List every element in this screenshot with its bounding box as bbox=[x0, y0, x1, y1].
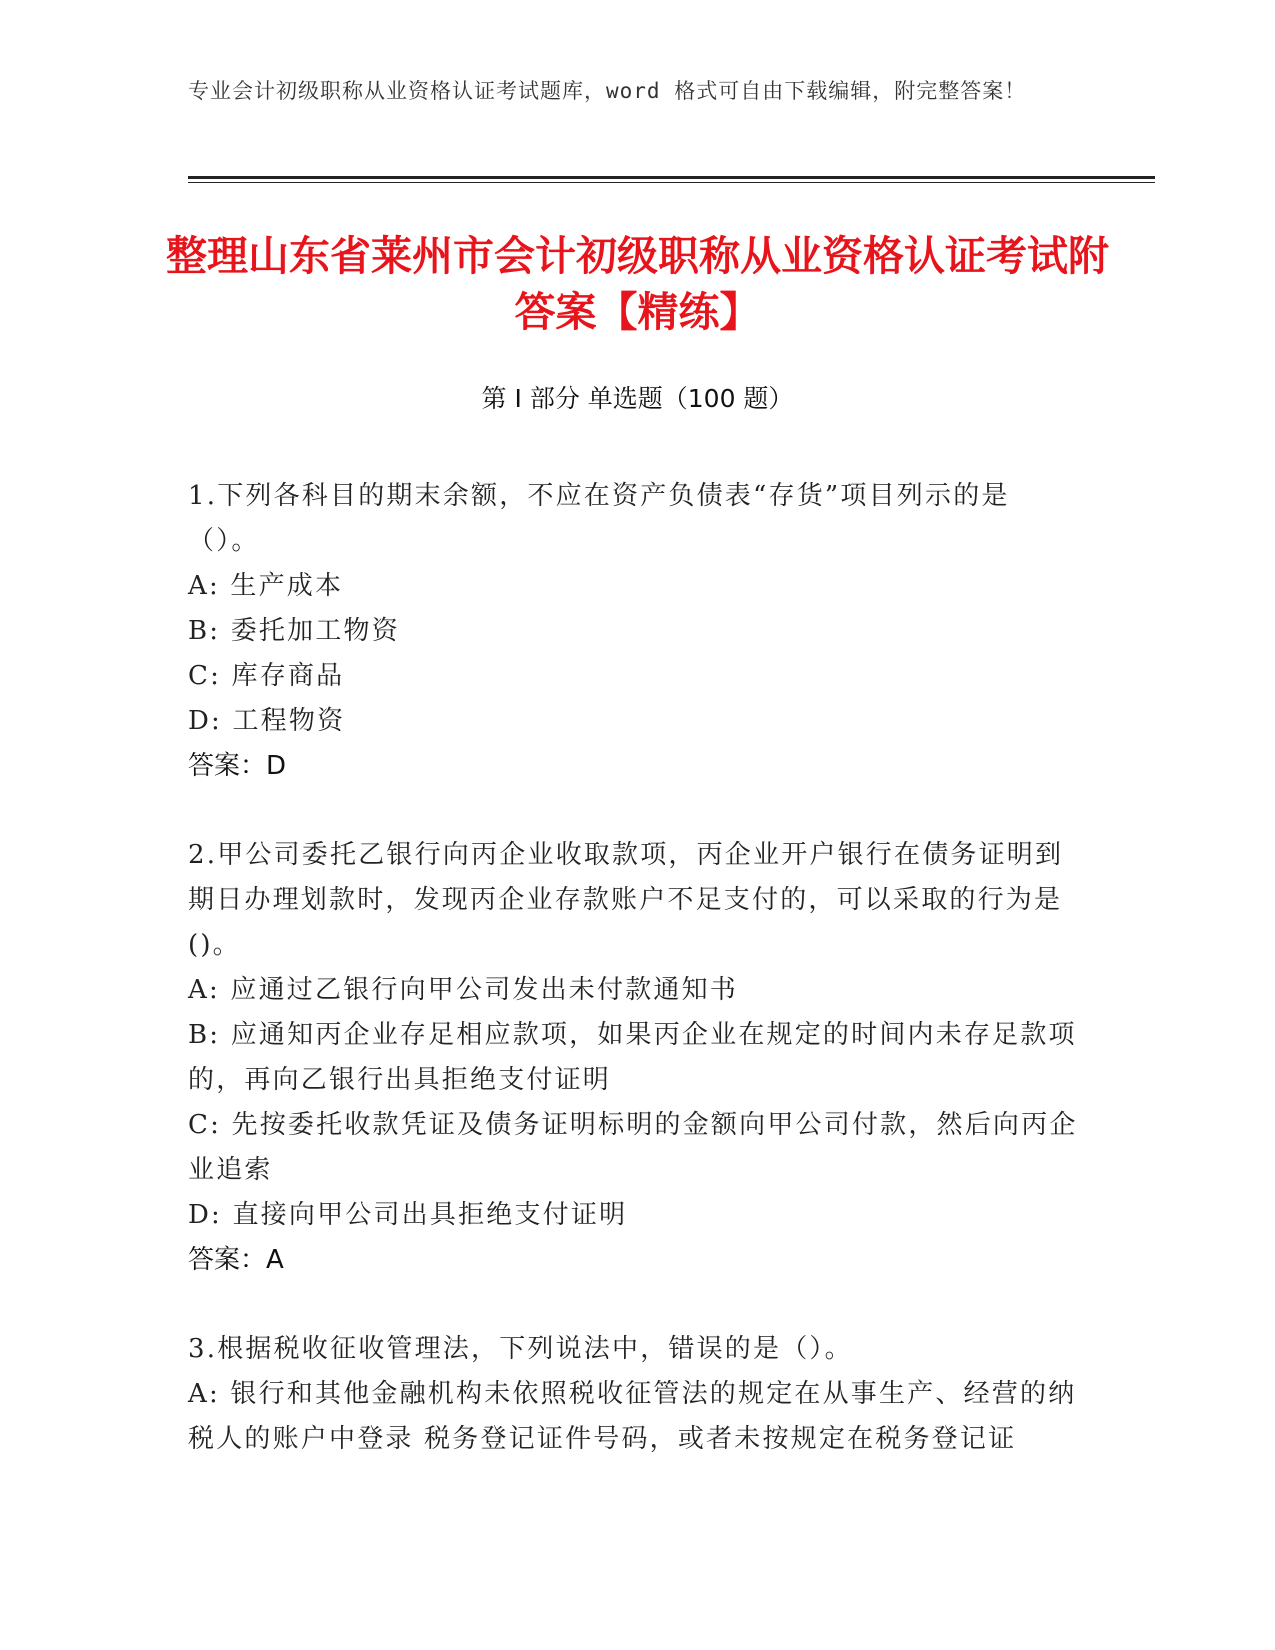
option-a: A: 应通过乙银行向甲公司发出未付款通知书 bbox=[188, 975, 739, 1005]
answer: 答案：A bbox=[188, 1245, 284, 1275]
answer: 答案：D bbox=[188, 751, 287, 781]
section-heading: 第 I 部分 单选题（100 题） bbox=[481, 384, 794, 413]
option-a: A: 银行和其他金融机构未依照税收征管法的规定在从事生产、经营的纳税人的账户中登录 税务登记证件号码，或者未按规定在税务登记证 bbox=[188, 1379, 1077, 1454]
option-b: B: 委托加工物资 bbox=[188, 616, 400, 646]
option-b: B: 应通知丙企业存足相应款项，如果丙企业在规定的时间内未存足款项的，再向乙银行出具拒绝支付证明 bbox=[188, 1020, 1077, 1095]
option-c: C: 先按委托收款凭证及债务证明标明的金额向甲公司付款，然后向丙企业追索 bbox=[188, 1110, 1078, 1185]
question-list bbox=[188, 474, 1078, 1506]
header-divider-thin bbox=[188, 182, 1155, 183]
option-d: D: 直接向甲公司出具拒绝支付证明 bbox=[188, 1200, 628, 1230]
header-divider-thick bbox=[188, 176, 1155, 179]
document-title: 整理山东省莱州市会计初级职称从业资格认证考试附答案【精练】 bbox=[166, 232, 1109, 336]
header-note: 专业会计初级职称从业资格认证考试题库，word 格式可自由下载编辑，附完整答案！ bbox=[188, 79, 1027, 103]
option-a: A: 生产成本 bbox=[188, 571, 344, 601]
question-stem: 1.下列各科目的期末余额，不应在资产负债表“存货”项目列示的是（）。 bbox=[188, 481, 1010, 556]
question-2 bbox=[188, 833, 1078, 1283]
question-stem: 3.根据税收征收管理法，下列说法中，错误的是（）。 bbox=[188, 1334, 853, 1364]
question-3 bbox=[188, 1327, 1078, 1462]
option-c: C: 库存商品 bbox=[188, 661, 345, 691]
question-1 bbox=[188, 474, 1078, 789]
option-d: D: 工程物资 bbox=[188, 706, 346, 736]
question-stem: 2.甲公司委托乙银行向丙企业收取款项，丙企业开户银行在债务证明到期日办理划款时，发现丙企业存款账户不足支付的，可以采取的行为是()。 bbox=[188, 840, 1064, 960]
